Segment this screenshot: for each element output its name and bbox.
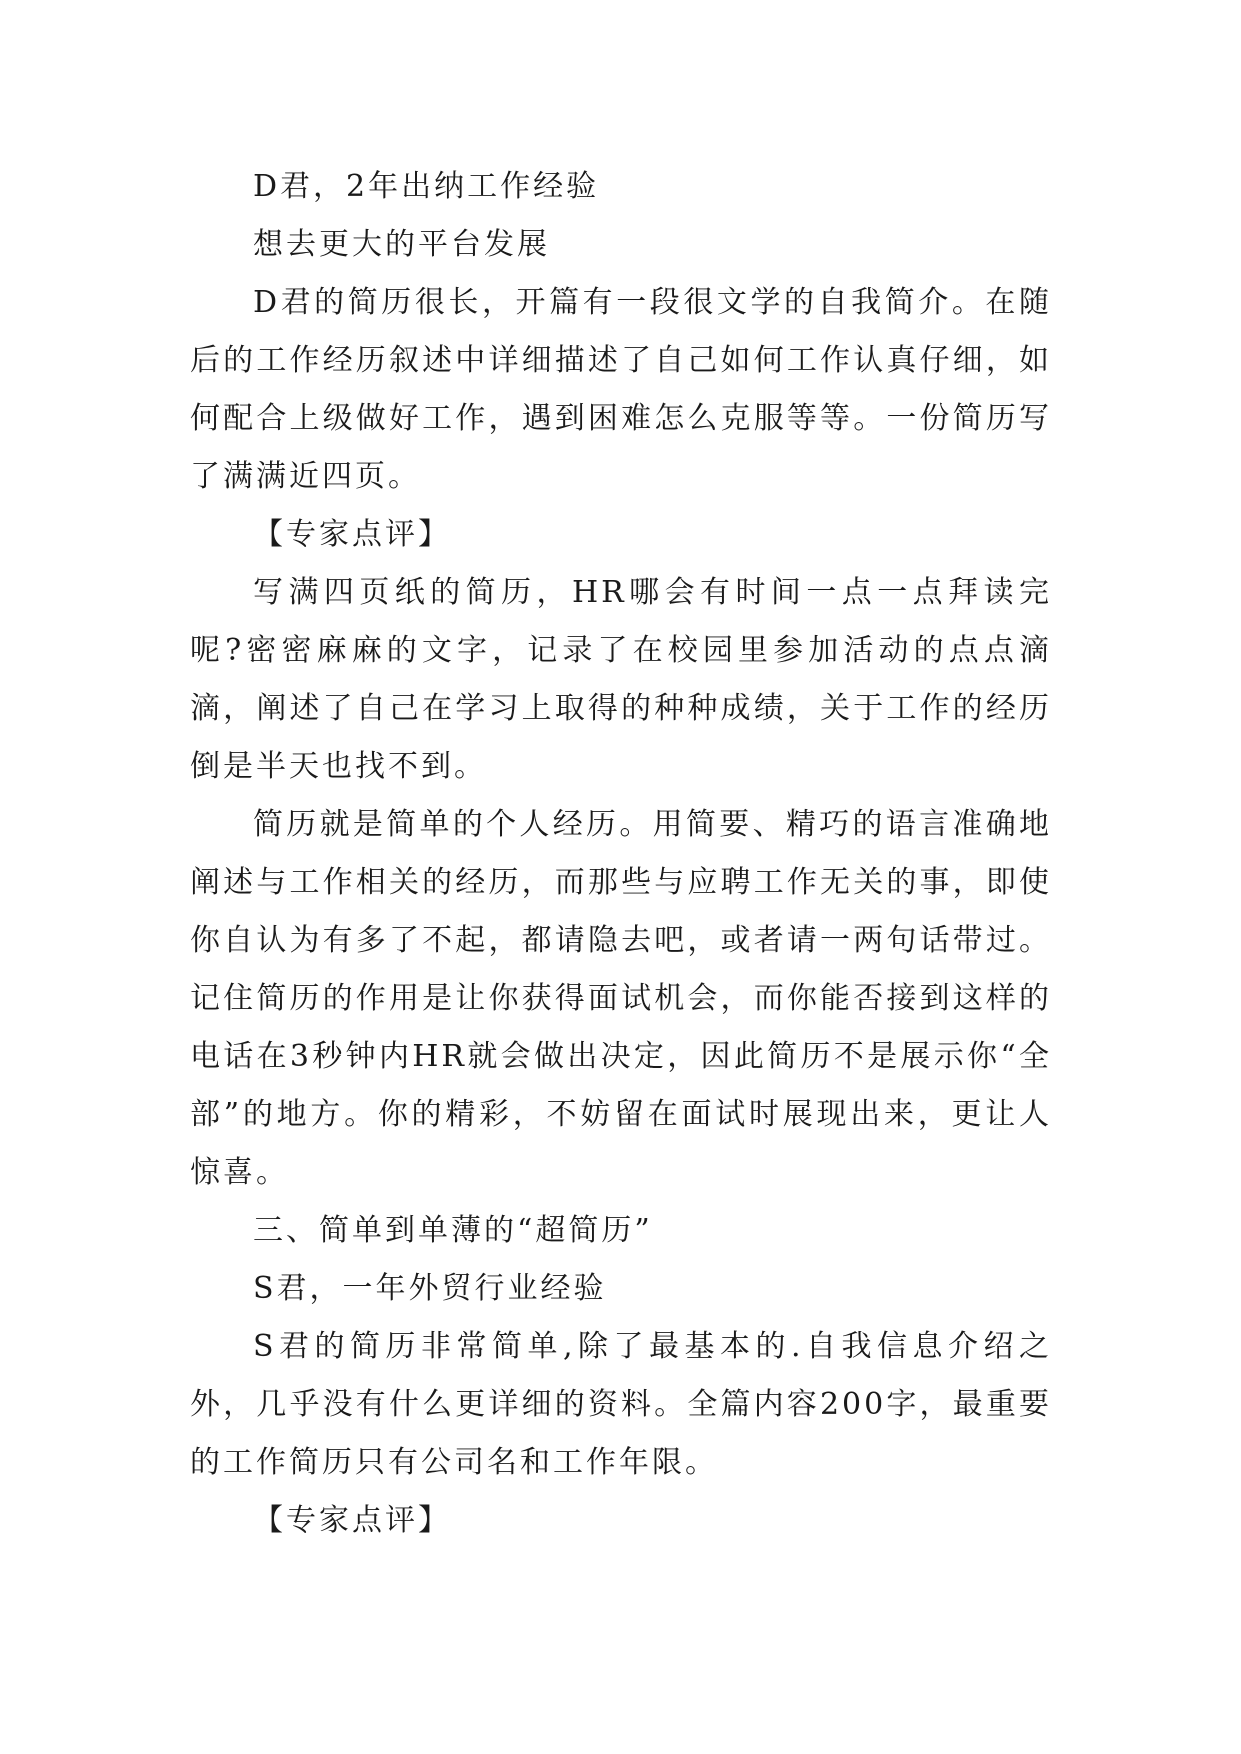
expert-comment-heading-1: 【专家点评】 xyxy=(253,517,451,552)
paragraph-resume-advice: 简历就是简单的个人经历。用简要、精巧的语言准确地阐述与工作相关的经历，而那些与应聘工作无关的事，即使你自认为有多了不起，都请隐去吧，或者请一两句话带过。记住简历的作用是让你获得面试机会，而你能否接到这样的电话在3秒钟内HR就会做出决定，因此简历不是展示你“全部”的地方。你的精彩，不妨留在面试时展现出来，更让人惊喜。 xyxy=(190,807,1052,1190)
subheading-platform: 想去更大的平台发展 xyxy=(253,227,550,262)
subheading-d-jun: D君，2年出纳工作经验 xyxy=(253,169,600,204)
paragraph-s-jun-resume: S君的简历非常简单,除了最基本的.自我信息介绍之外，几乎没有什么更详细的资料。全篇内容200字，最重要的工作简历只有公司名和工作年限。 xyxy=(190,1329,1052,1480)
subheading-s-jun: S君，一年外贸行业经验 xyxy=(253,1271,607,1306)
paragraph-expert-comment-1: 写满四页纸的简历，HR哪会有时间一点一点拜读完呢?密密麻麻的文字，记录了在校园里参加活动的点点滴滴，阐述了自己在学习上取得的种种成绩，关于工作的经历倒是半天也找不到。 xyxy=(190,575,1052,784)
section-heading-3: 三、简单到单薄的“超简历” xyxy=(253,1213,653,1248)
document-page xyxy=(190,158,1052,1550)
expert-comment-heading-2: 【专家点评】 xyxy=(253,1503,451,1538)
paragraph-d-jun-resume: D君的简历很长，开篇有一段很文学的自我简介。在随后的工作经历叙述中详细描述了自己如何工作认真仔细，如何配合上级做好工作，遇到困难怎么克服等等。一份简历写了满满近四页。 xyxy=(190,285,1052,494)
